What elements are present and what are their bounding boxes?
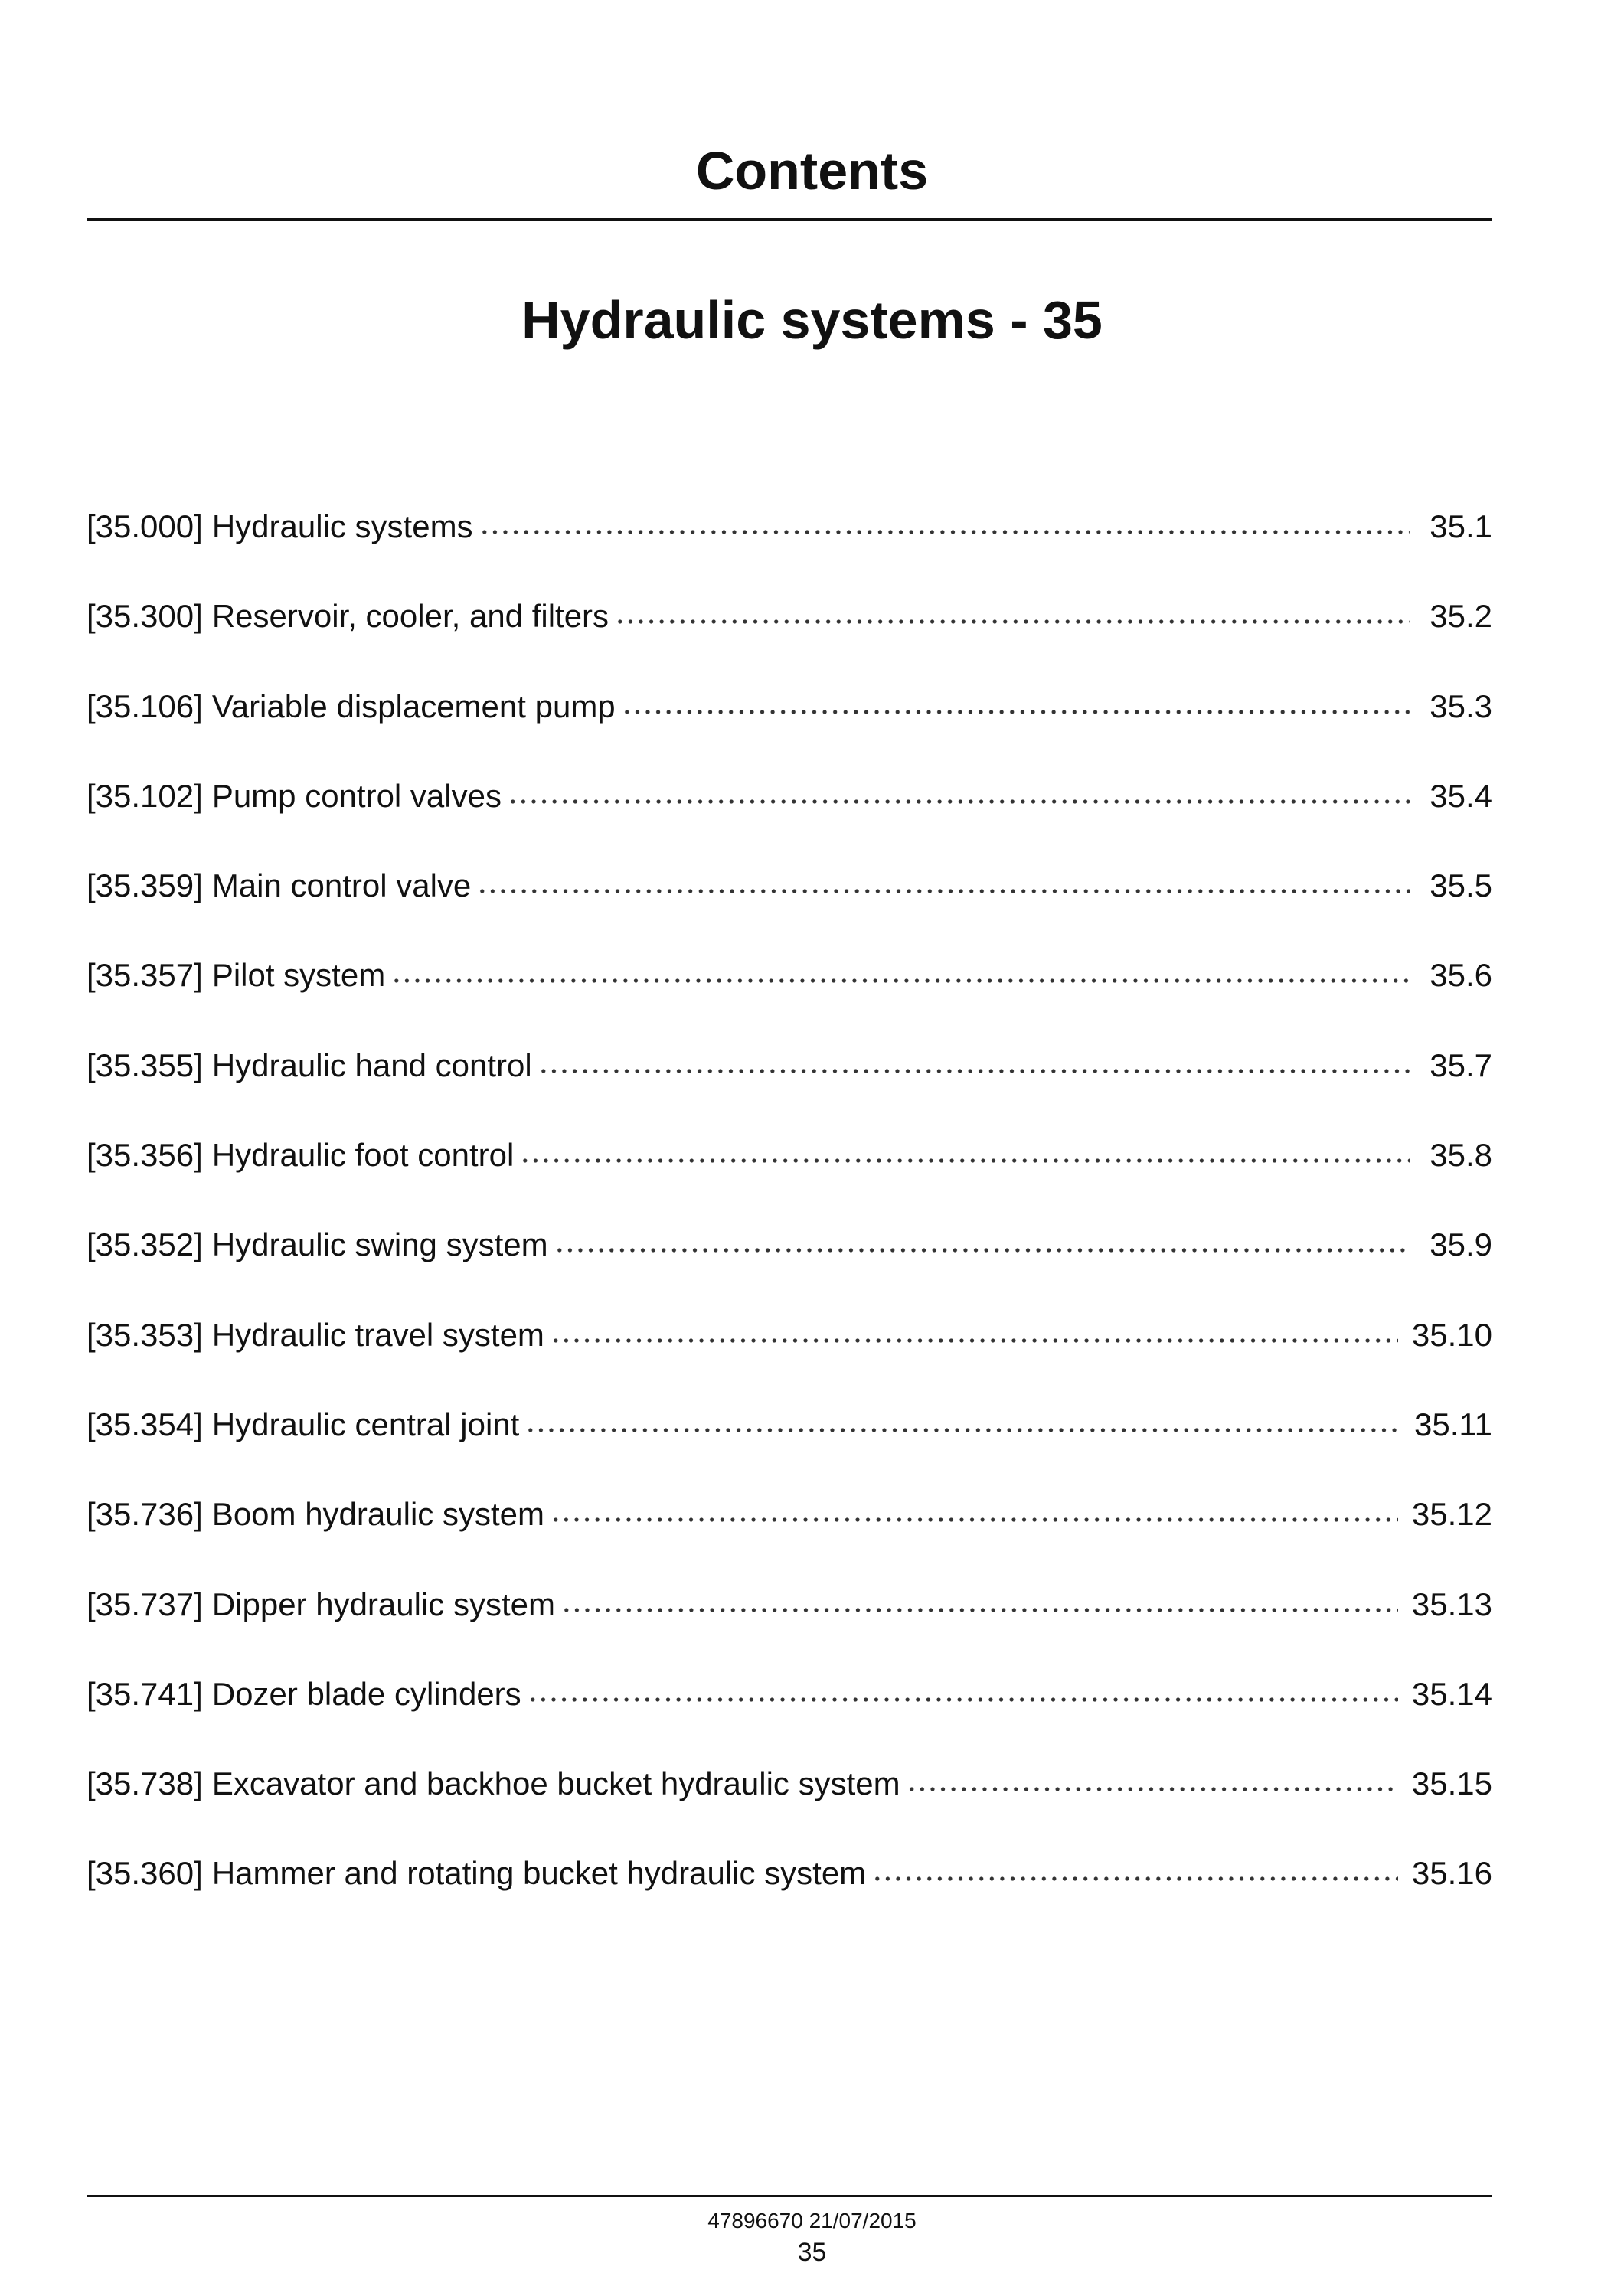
toc-entry-page: 35.16: [1411, 1855, 1492, 1892]
toc-entry-title: Hydraulic foot control: [211, 1137, 515, 1174]
toc-entry-page: 35.11: [1414, 1406, 1492, 1442]
toc-entry-title: Boom hydraulic system: [211, 1496, 544, 1533]
toc-entry-title: Hydraulic systems: [211, 508, 473, 544]
toc-entry-35-300[interactable]: [87, 593, 1492, 683]
page-title: Contents: [695, 141, 929, 201]
section-title: Hydraulic systems - 35: [521, 290, 1103, 350]
toc-entry-35-359[interactable]: [87, 863, 1492, 952]
toc-entry-page: 35.5: [1430, 867, 1492, 904]
toc-entry-code: [35.300]: [87, 598, 203, 635]
dot-leader: [538, 1067, 1410, 1075]
dot-leader: [528, 1696, 1398, 1703]
document-reference: 47896670 21/07/2015: [707, 2209, 917, 2232]
toc-entry-35-354[interactable]: [87, 1402, 1492, 1491]
toc-entry-page: 35.7: [1430, 1047, 1492, 1083]
toc-entry-code: [35.353]: [87, 1316, 203, 1353]
toc-entry-page: 35.12: [1411, 1496, 1492, 1533]
toc-entry-code: [35.356]: [87, 1137, 203, 1174]
dot-leader: [561, 1606, 1398, 1614]
toc-entry-35-000[interactable]: [87, 504, 1492, 593]
toc-entry-35-738[interactable]: [87, 1761, 1492, 1850]
toc-entry-page: 35.1: [1430, 508, 1492, 544]
toc-entry-page: 35.13: [1411, 1586, 1492, 1622]
toc-entry-page: 35.15: [1411, 1765, 1492, 1802]
dot-leader: [622, 708, 1410, 716]
dot-leader: [477, 887, 1410, 895]
dot-leader: [551, 1516, 1398, 1524]
toc-entry-35-355[interactable]: [87, 1043, 1492, 1132]
toc-entry-page: 35.6: [1430, 957, 1492, 994]
toc-entry-title: Variable displacement pump: [211, 687, 616, 724]
dot-leader: [391, 977, 1410, 985]
dot-leader: [551, 1337, 1398, 1344]
toc-entry-page: 35.2: [1430, 598, 1492, 635]
toc-entry-title: Hydraulic central joint: [211, 1406, 520, 1442]
toc-entry-35-106[interactable]: [87, 684, 1492, 773]
toc-entry-code: [35.736]: [87, 1496, 203, 1533]
toc-entry-title: Hydraulic swing system: [211, 1226, 548, 1263]
dot-leader: [615, 618, 1410, 625]
toc-entry-code: [35.357]: [87, 957, 203, 994]
toc-entry-35-360[interactable]: [87, 1850, 1492, 1940]
dot-leader: [508, 798, 1410, 805]
toc-entry-title: Hammer and rotating bucket hydraulic system: [211, 1855, 867, 1892]
toc-entry-35-356[interactable]: [87, 1132, 1492, 1222]
dot-leader: [907, 1785, 1398, 1793]
toc-entry-title: Excavator and backhoe bucket hydraulic system: [211, 1765, 900, 1802]
toc-entry-title: Pump control valves: [211, 777, 502, 814]
toc-entry-page: 35.14: [1411, 1675, 1492, 1712]
toc-entry-code: [35.354]: [87, 1406, 203, 1442]
toc-entry-code: [35.352]: [87, 1226, 203, 1263]
toc-entry-35-741[interactable]: [87, 1671, 1492, 1761]
toc-entry-35-102[interactable]: [87, 773, 1492, 863]
toc-entry-35-357[interactable]: [87, 952, 1492, 1042]
toc-entry-code: [35.741]: [87, 1675, 203, 1712]
toc-entry-code: [35.355]: [87, 1047, 203, 1083]
toc-entry-code: [35.106]: [87, 687, 203, 724]
dot-leader: [525, 1426, 1400, 1434]
toc-entry-title: Dozer blade cylinders: [211, 1675, 521, 1712]
toc-entry-page: 35.10: [1411, 1316, 1492, 1353]
toc-entry-title: Pilot system: [211, 957, 386, 994]
dot-leader: [554, 1246, 1410, 1254]
table-of-contents: [87, 504, 1492, 1941]
toc-entry-code: [35.359]: [87, 867, 203, 904]
toc-entry-35-736[interactable]: [87, 1491, 1492, 1581]
toc-entry-code: [35.738]: [87, 1765, 203, 1802]
toc-entry-title: Reservoir, cooler, and filters: [211, 598, 609, 635]
toc-entry-code: [35.737]: [87, 1586, 203, 1622]
page-number: 35: [797, 2238, 827, 2267]
toc-entry-title: Main control valve: [211, 867, 472, 904]
toc-entry-code: [35.102]: [87, 777, 203, 814]
dot-leader: [479, 528, 1410, 536]
dot-leader: [872, 1875, 1398, 1883]
toc-entry-page: 35.3: [1430, 687, 1492, 724]
toc-entry-35-737[interactable]: [87, 1582, 1492, 1671]
toc-entry-code: [35.360]: [87, 1855, 203, 1892]
dot-leader: [520, 1157, 1410, 1164]
toc-entry-page: 35.4: [1430, 777, 1492, 814]
toc-entry-title: Dipper hydraulic system: [211, 1586, 555, 1622]
footer-divider: [87, 2195, 1492, 2197]
toc-entry-page: 35.8: [1430, 1137, 1492, 1174]
toc-entry-35-353[interactable]: [87, 1312, 1492, 1402]
toc-entry-title: Hydraulic hand control: [211, 1047, 532, 1083]
toc-entry-35-352[interactable]: [87, 1222, 1492, 1311]
toc-entry-code: [35.000]: [87, 508, 203, 544]
toc-entry-title: Hydraulic travel system: [211, 1316, 544, 1353]
toc-entry-page: 35.9: [1430, 1226, 1492, 1263]
header-divider: [87, 218, 1492, 221]
